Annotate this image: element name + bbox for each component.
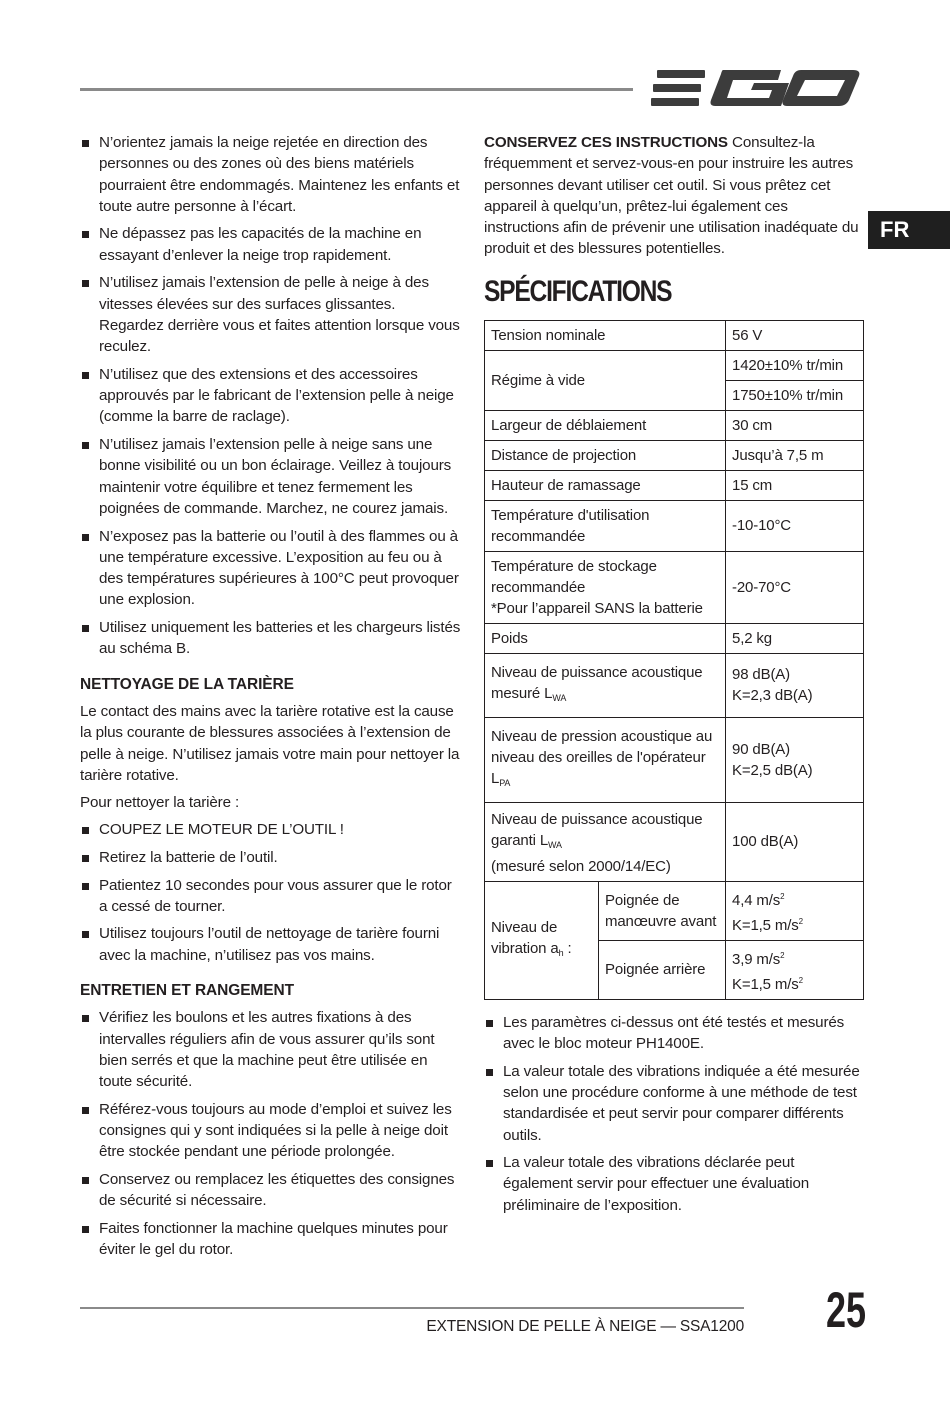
table-row bbox=[485, 551, 864, 623]
list-item: Vérifiez les boulons et les autres fixations à des intervalles réguliers afin de vous assurer qu’ils sont bien serrés et que la machine peut être utilisée en toute sécurité. bbox=[80, 1007, 462, 1092]
list-item: Les paramètres ci-dessus ont été testés et mesurés avec le bloc moteur PH1400E. bbox=[484, 1012, 866, 1055]
lwa-guaranteed-note: (mesuré selon 2000/14/EC) bbox=[491, 857, 671, 875]
cleaning-intro: Le contact des mains avec la tarière rotative est la cause la plus courante de blessures associées à l’extension de pelle à neige. N’utilisez jamais votre main pour nettoyer la tarière rotative. bbox=[80, 702, 460, 784]
list-item: La valeur totale des vibrations indiquée a été mesurée selon une procédure conforme à une méthode de test standardisée et peut servir pour comparer différents outils. bbox=[484, 1061, 866, 1146]
table-row bbox=[485, 653, 864, 717]
spec-value bbox=[726, 940, 864, 999]
spec-label bbox=[485, 802, 726, 881]
speed-value-2: 1750±10% tr/min bbox=[732, 386, 844, 404]
list-item: Retirez la batterie de l’outil. bbox=[80, 847, 462, 868]
maintenance-bullet-list bbox=[80, 1007, 462, 1260]
spec-value bbox=[726, 653, 864, 717]
storage-label: Température de stockage recommandée bbox=[491, 557, 657, 596]
list-item: La valeur totale des vibrations déclarée peut également servir pour effectuer une évaluation préliminaire de l’exposition. bbox=[484, 1152, 866, 1216]
vibration-colon: : bbox=[563, 939, 572, 957]
list-item: Conservez ou remplacez les étiquettes des consignes de sécurité si nécessaire. bbox=[80, 1169, 462, 1212]
footer-title: EXTENSION DE PELLE À NEIGE — SSA1200 bbox=[426, 1318, 744, 1335]
spec-label: Régime à vide bbox=[485, 350, 726, 410]
list-item: Utilisez uniquement les batteries et les chargeurs listés au schéma B. bbox=[80, 617, 462, 660]
spec-value: -10-10°C bbox=[726, 500, 864, 551]
lwa-label: Niveau de puissance acoustique mesuré L bbox=[491, 663, 703, 702]
svg-text:EGO: EGO bbox=[651, 65, 654, 66]
spec-value: 100 dB(A) bbox=[726, 802, 864, 881]
lpa-uncertainty: K=2,5 dB(A) bbox=[732, 761, 813, 779]
spec-label: Tension nominale bbox=[485, 320, 726, 350]
spec-label bbox=[485, 717, 726, 802]
lwa-value: 98 dB(A) bbox=[732, 666, 790, 684]
spec-notes-list bbox=[484, 1012, 866, 1216]
list-item: N’orientez jamais la neige rejetée en direction des personnes ou des zones où des biens matériels pourraient être endommagés. Maintenez les enfants et toute autre personne à l’écart. bbox=[80, 132, 462, 217]
keep-instructions-bold: CONSERVEZ CES INSTRUCTIONS bbox=[484, 134, 728, 151]
lpa-subscript: PA bbox=[499, 777, 511, 788]
cleaning-bullet-list bbox=[80, 819, 462, 966]
maintenance-heading: ENTRETIEN ET RANGEMENT bbox=[80, 982, 294, 1000]
list-item: N’utilisez que des extensions et des accessoires approuvés par le fabricant de l’extension pelle à neige (comme la barre de raclage). bbox=[80, 364, 462, 428]
vibration-rear-label: Poignée arrière bbox=[599, 940, 726, 999]
lpa-value: 90 dB(A) bbox=[732, 740, 790, 758]
lwa-subscript: WA bbox=[552, 692, 567, 703]
spec-label: Distance de projection bbox=[485, 440, 726, 470]
spec-value bbox=[726, 881, 864, 940]
lwa-uncertainty: K=2,3 dB(A) bbox=[732, 687, 813, 705]
vibration-front-uncertainty: K=1,5 $m/s^2$ bbox=[732, 916, 803, 934]
list-item: COUPEZ LE MOTEUR DE L’OUTIL ! bbox=[80, 819, 462, 840]
vibration-front-label: Poignée de manœuvre avant bbox=[599, 881, 726, 940]
storage-note: *Pour l’appareil SANS la batterie bbox=[491, 599, 703, 617]
spec-value bbox=[726, 350, 864, 410]
right-column bbox=[484, 132, 866, 1222]
footer-rule bbox=[80, 1307, 744, 1309]
spec-value: 15 cm bbox=[726, 470, 864, 500]
vibration-rear-uncertainty: K=1,5 $m/s^2$ bbox=[732, 975, 803, 993]
list-item: Ne dépassez pas les capacités de la machine en essayant d’enlever la neige trop rapidement. bbox=[80, 223, 462, 266]
vibration-front-value: 4,4 $m/s^2$ bbox=[732, 891, 785, 909]
list-item: Faites fonctionner la machine quelques minutes pour éviter le gel du rotor. bbox=[80, 1218, 462, 1261]
table-row bbox=[485, 881, 864, 940]
table-row bbox=[485, 440, 864, 470]
table-row bbox=[485, 623, 864, 653]
spec-label: Largeur de déblaiement bbox=[485, 410, 726, 440]
specifications-title: SPÉCIFICATIONS bbox=[484, 274, 672, 308]
spec-value: -20-70°C bbox=[726, 551, 864, 623]
list-item: N’utilisez jamais l’extension pelle à neige sans une bonne visibilité ou un bon éclairage. Veillez à toujours maintenir votre équilibre et tenez fermement les poignées de commande. Marchez, ne courez jamais. bbox=[80, 434, 462, 519]
left-column bbox=[80, 132, 462, 1267]
cleaning-heading: NETTOYAGE DE LA TARIÈRE bbox=[80, 675, 294, 693]
table-row bbox=[485, 470, 864, 500]
spec-label bbox=[485, 551, 726, 623]
vibration-rear-value: 3,9 $m/s^2$ bbox=[732, 950, 785, 968]
spec-value: 30 cm bbox=[726, 410, 864, 440]
spec-value bbox=[726, 717, 864, 802]
keep-instructions-paragraph bbox=[484, 132, 866, 260]
vibration-label bbox=[485, 881, 599, 999]
list-item: Patientez 10 secondes pour vous assurer que le rotor a cessé de tourner. bbox=[80, 875, 462, 918]
spec-label bbox=[485, 653, 726, 717]
spec-label: Hauteur de ramassage bbox=[485, 470, 726, 500]
language-tab: FR bbox=[868, 211, 950, 249]
cleaning-lead: Pour nettoyer la tarière : bbox=[80, 794, 240, 812]
lpa-label: Niveau de pression acoustique au niveau des oreilles de l'opérateur L bbox=[491, 727, 713, 787]
list-item: Utilisez toujours l’outil de nettoyage de tarière fourni avec la machine, n’utilisez pas vos mains. bbox=[80, 923, 462, 966]
list-item: N’utilisez jamais l’extension de pelle à neige à des vitesses élevées sur des surfaces glissantes. Regardez derrière vous et faites attention lorsque vous reculez. bbox=[80, 272, 462, 357]
table-row bbox=[485, 350, 864, 410]
list-item: Référez-vous toujours au mode d’emploi et suivez les consignes qui y sont indiquées si la pelle à neige doit être stockée pendant une période prolongée. bbox=[80, 1099, 462, 1163]
table-row bbox=[485, 802, 864, 881]
spec-value: 56 V bbox=[726, 320, 864, 350]
table-row bbox=[485, 717, 864, 802]
list-item: N’exposez pas la batterie ou l’outil à des flammes ou à une température excessive. L’exposition au feu ou à des températures supérieures à 100°C peut provoquer une explosion. bbox=[80, 526, 462, 611]
spec-label: Poids bbox=[485, 623, 726, 653]
vibration-label-text: Niveau de vibration a bbox=[491, 918, 559, 957]
table-row bbox=[485, 500, 864, 551]
spec-label: Température d'utilisation recommandée bbox=[485, 500, 726, 551]
specifications-table bbox=[484, 320, 864, 1000]
speed-value-1: 1420±10% tr/min bbox=[726, 351, 863, 381]
keep-instructions-text: Consultez-la fréquemment et servez-vous-en pour instruire les autres personnes devant utiliser cet outil. Si vous prêtez cet appareil à quelqu’un, prêtez-lui également ces instructions afin de prévenir une utilisation inadéquate du produit et des blessures potentielles. bbox=[484, 134, 859, 258]
spec-value: Jusqu’à 7,5 m bbox=[726, 440, 864, 470]
vibration-subscript: h bbox=[558, 947, 564, 958]
lwa-guaranteed-subscript: WA bbox=[548, 839, 562, 850]
page-number: 25 bbox=[825, 1282, 866, 1338]
header-rule bbox=[80, 88, 633, 91]
table-row bbox=[485, 410, 864, 440]
ego-logo bbox=[651, 64, 861, 112]
spec-value: 5,2 kg bbox=[726, 623, 864, 653]
safety-bullet-list bbox=[80, 132, 462, 660]
table-row bbox=[485, 320, 864, 350]
lwa-guaranteed-label: Niveau de puissance acoustique garanti L bbox=[491, 810, 703, 849]
